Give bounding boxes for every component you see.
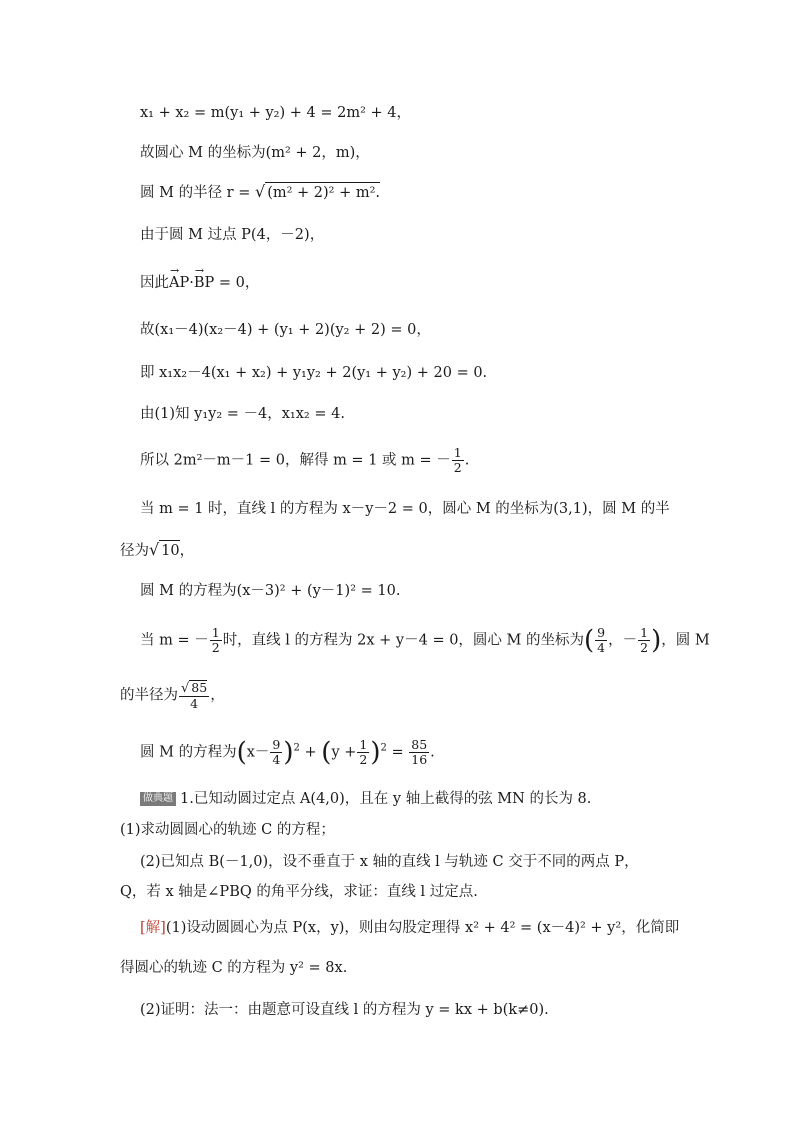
dot-product-line: 因此→ AP·→ BP = 0， [140, 273, 259, 293]
radius-sqrt85: 的半径为 $\frac{√ 85}{4}$ ， [120, 680, 225, 711]
vector-ap: → AP [169, 273, 189, 293]
known-values: 由(1)知 y₁y₂ = －4，x₁x₂ = 4. [140, 406, 345, 422]
circle-equation-2: 圆 M 的方程为(x－ $\frac{9}{4}$ )$^2$ + (y + $\frac{1}{2}$ )$^2$ = $\frac{85}{16}$ . [140, 737, 435, 768]
solution-part-1: [解](1)设动圆圆心为点 P(x，y)，则由勾股定理得 x² + 4² = (x－4)² + y²，化简即 [140, 920, 680, 936]
expanded-equation: 即 x₁x₂－4(x₁ + x₂) + y₁y₂ + 2(y₁ + y₂) + 20 = 0. [140, 365, 488, 381]
solution-part-2: (2)证明：法一：由题意可设直线 l 的方程为 y = kx + b(k≠0). [140, 1002, 549, 1018]
vector-bp: → BP [194, 273, 214, 293]
example-tag: 做典题 [140, 792, 176, 806]
subquestion-1: (1)求动圆圆心的轨迹 C 的方程； [120, 822, 335, 838]
case-m-neg-half: 当 m = － $\frac{1}{2}$ 时，直线 l 的方程为 2x + y－4 = 0，圆心 M 的坐标为( $\frac{9}{4}$ ，－ $\frac{1}{2}$ )，圆 M [140, 625, 710, 656]
radius-sqrt10: 径为√ 10， [120, 540, 195, 559]
passes-point: 由于圆 M 过点 P(4，－2)， [140, 227, 325, 243]
equation-sum-x: x₁ + x₂ = m(y₁ + y₂) + 4 = 2m² + 4， [140, 105, 411, 121]
subquestion-2: (2)已知点 B(－1,0)，设不垂直于 x 轴的直线 l 与轨迹 C 交于不同的两点 P， [140, 854, 639, 870]
product-equation: 故(x₁－4)(x₂－4) + (y₁ + 2)(y₂ + 2) = 0， [140, 322, 431, 338]
solution-result: 得圆心的轨迹 C 的方程为 y² = 8x. [120, 960, 348, 976]
circle-equation-1: 圆 M 的方程为(x－3)² + (y－1)² = 10. [140, 583, 401, 599]
solve-m: 所以 2m²－m－1 = 0，解得 m = 1 或 m = － $\frac{1}{2}$ . [140, 445, 470, 475]
subquestion-2-cont: Q，若 x 轴是∠PBQ 的角平分线，求证：直线 l 过定点. [120, 884, 478, 900]
solution-label: [解] [140, 920, 166, 936]
fraction: $\frac{1}{2}$ [453, 445, 462, 475]
problem-statement: 做典题 1.已知动圆过定点 A(4,0)，且在 y 轴上截得的弦 MN 的长为 8. [140, 789, 591, 809]
center-coordinates: 故圆心 M 的坐标为(m² + 2，m)， [140, 145, 370, 161]
case-m-1: 当 m = 1 时，直线 l 的方程为 x－y－2 = 0，圆心 M 的坐标为(3,1)，圆 M 的半 [140, 501, 670, 517]
radius-line: 圆 M 的半径 r = √ (m² + 2)² + m². [140, 182, 381, 201]
